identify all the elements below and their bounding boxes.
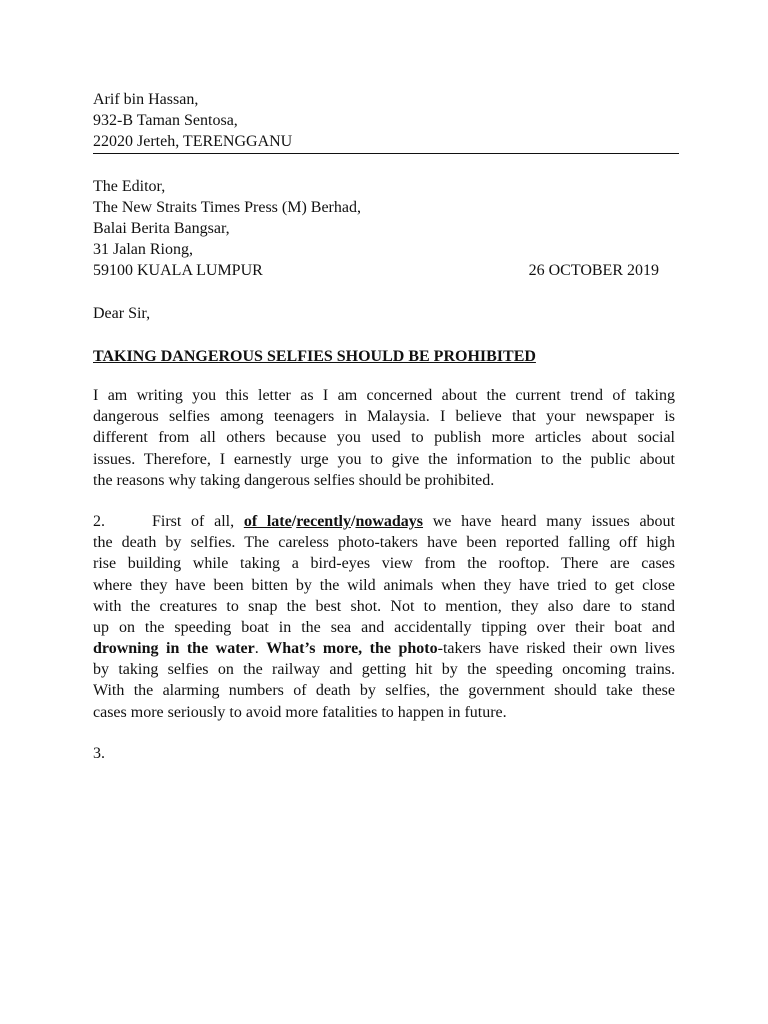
letter-body [93,89,675,764]
sender-address-line-2: 22020 Jerteh, TERENGGANU [93,133,293,150]
keyword-nowadays: nowadays [355,512,424,530]
paragraph-2-line-5: with the creatures to snap the best shot. Not to mention, they also dare to stand [93,597,675,615]
paragraph-2-number: 2. [93,512,105,530]
sender-address-block [93,89,675,152]
bold-phrase-drowning: drowning in the water [93,640,255,658]
letter-date: 26 OCTOBER 2019 [528,262,659,279]
recipient-city: 59100 KUALA LUMPUR [93,262,263,279]
paragraph-1-line: the reasons why taking dangerous selfies should be prohibited. [93,471,495,489]
city-date-row [93,260,659,281]
paragraph-2-line-1 [93,511,675,532]
paragraph-2-line-7-mid: . [254,640,267,658]
paragraph-2-line-4: where they have been bitten by the wild animals when they have tried to get close [93,576,675,594]
paragraph-2-line-8: by taking selfies on the railway and getting hit by the speeding oncoming trains. [93,661,675,679]
paragraph-2-line-9: With the alarming numbers of death by selfies, the government should take these [93,682,675,700]
paragraph-2-line-7 [93,638,675,659]
sender-name: Arif bin Hassan, [93,91,199,108]
paragraph-1-line: I am writing you this letter as I am concerned about the current trend of taking [93,387,675,404]
recipient-address-block [93,176,675,281]
keyword-of-late: of late [243,512,292,530]
recipient-company: The New Straits Times Press (M) Berhad, [93,199,361,216]
paragraph-1-line: issues. Therefore, I earnestly urge you to give the information to the public about [93,450,675,468]
bold-phrase-whats-more: What’s more, the photo [266,640,438,658]
paragraph-2-line-1-rest: we have heard many issues about [423,512,676,530]
paragraph-2-line-3: rise building while taking a bird-eyes view from the rooftop. There are cases [93,555,675,573]
paragraph-3-number: 3. [93,744,105,762]
recipient-address-line-2: 31 Jalan Riong, [93,241,193,258]
letter-subject: TAKING DANGEROUS SELFIES SHOULD BE PROHIBITED [93,348,536,365]
keyword-slash: / [291,512,297,530]
paragraph-1-line: different from all others because you used to publish more articles about social [93,429,675,447]
keyword-recently: recently [296,512,351,530]
paragraph-2 [93,511,675,723]
paragraph-2-intro: First of all, [152,512,244,530]
keyword-slash: / [350,512,356,530]
sender-address-line-1: 932-B Taman Sentosa, [93,112,238,129]
paragraph-2-line-7-rest: -takers have risked their own lives [437,640,675,658]
paragraph-2-line-6: up on the speeding boat in the sea and accidentally tipping over their boat and [93,618,675,636]
paragraph-2-line-2: the death by selfies. The careless photo-takers have been reported falling off high [93,534,675,552]
recipient-address-line-1: Balai Berita Bangsar, [93,220,230,237]
paragraph-1 [93,385,675,491]
paragraph-1-line: dangerous selfies among teenagers in Malaysia. I believe that your newspaper is [93,408,675,426]
salutation: Dear Sir, [93,305,151,322]
recipient-title: The Editor, [93,178,166,195]
paragraph-2-line-10: cases more seriously to avoid more fatalities to happen in future. [93,703,507,721]
